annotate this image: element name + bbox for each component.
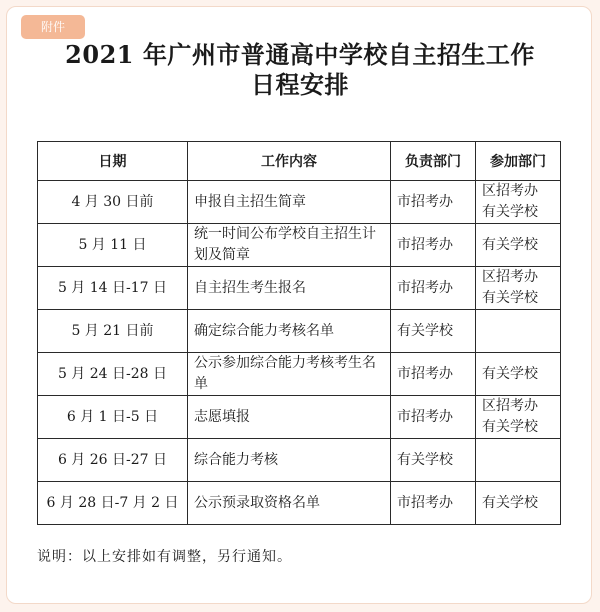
schedule-table [37,141,561,525]
table-header-row [38,142,561,181]
table-row [38,353,561,396]
cell-participants: 区招考办 有关学校 [476,267,561,310]
table-row [38,267,561,310]
header-content: 工作内容 [188,142,391,181]
cell-responsible: 市招考办 [391,353,476,396]
cell-date: 4 月 30 日前 [38,181,188,224]
cell-content: 统一时间公布学校自主招生计划及简章 [188,224,391,267]
cell-content: 自主招生考生报名 [188,267,391,310]
header-date: 日期 [38,142,188,181]
cell-responsible: 市招考办 [391,267,476,310]
table-row [38,310,561,353]
cell-date: 6 月 28 日-7 月 2 日 [38,482,188,525]
cell-participants [476,439,561,482]
cell-date: 5 月 11 日 [38,224,188,267]
cell-date: 5 月 14 日-17 日 [38,267,188,310]
cell-participants [476,310,561,353]
header-participants: 参加部门 [476,142,561,181]
cell-participants: 区招考办 有关学校 [476,396,561,439]
header-responsible: 负责部门 [391,142,476,181]
cell-content: 综合能力考核 [188,439,391,482]
cell-date: 6 月 26 日-27 日 [38,439,188,482]
cell-participants: 有关学校 [476,482,561,525]
cell-responsible: 市招考办 [391,482,476,525]
table-row [38,224,561,267]
title-line-1: 2021 年广州市普通高中学校自主招生工作 [65,40,535,69]
table-row [38,439,561,482]
cell-date: 5 月 24 日-28 日 [38,353,188,396]
footnote: 说明：以上安排如有调整，另行通知。 [37,549,292,565]
cell-participants: 区招考办 有关学校 [476,181,561,224]
table-row [38,181,561,224]
cell-content: 志愿填报 [188,396,391,439]
attachment-tag: 附件 [21,15,85,39]
cell-responsible: 市招考办 [391,396,476,439]
cell-responsible: 有关学校 [391,439,476,482]
cell-participants: 有关学校 [476,353,561,396]
cell-content: 公示预录取资格名单 [188,482,391,525]
cell-content: 申报自主招生简章 [188,181,391,224]
cell-responsible: 市招考办 [391,224,476,267]
document-title [0,40,600,100]
cell-content: 确定综合能力考核名单 [188,310,391,353]
cell-responsible: 市招考办 [391,181,476,224]
title-line-2: 日程安排 [251,70,349,99]
table-row [38,396,561,439]
cell-responsible: 有关学校 [391,310,476,353]
cell-date: 6 月 1 日-5 日 [38,396,188,439]
cell-participants: 有关学校 [476,224,561,267]
cell-date: 5 月 21 日前 [38,310,188,353]
cell-content: 公示参加综合能力考核考生名单 [188,353,391,396]
table-row [38,482,561,525]
